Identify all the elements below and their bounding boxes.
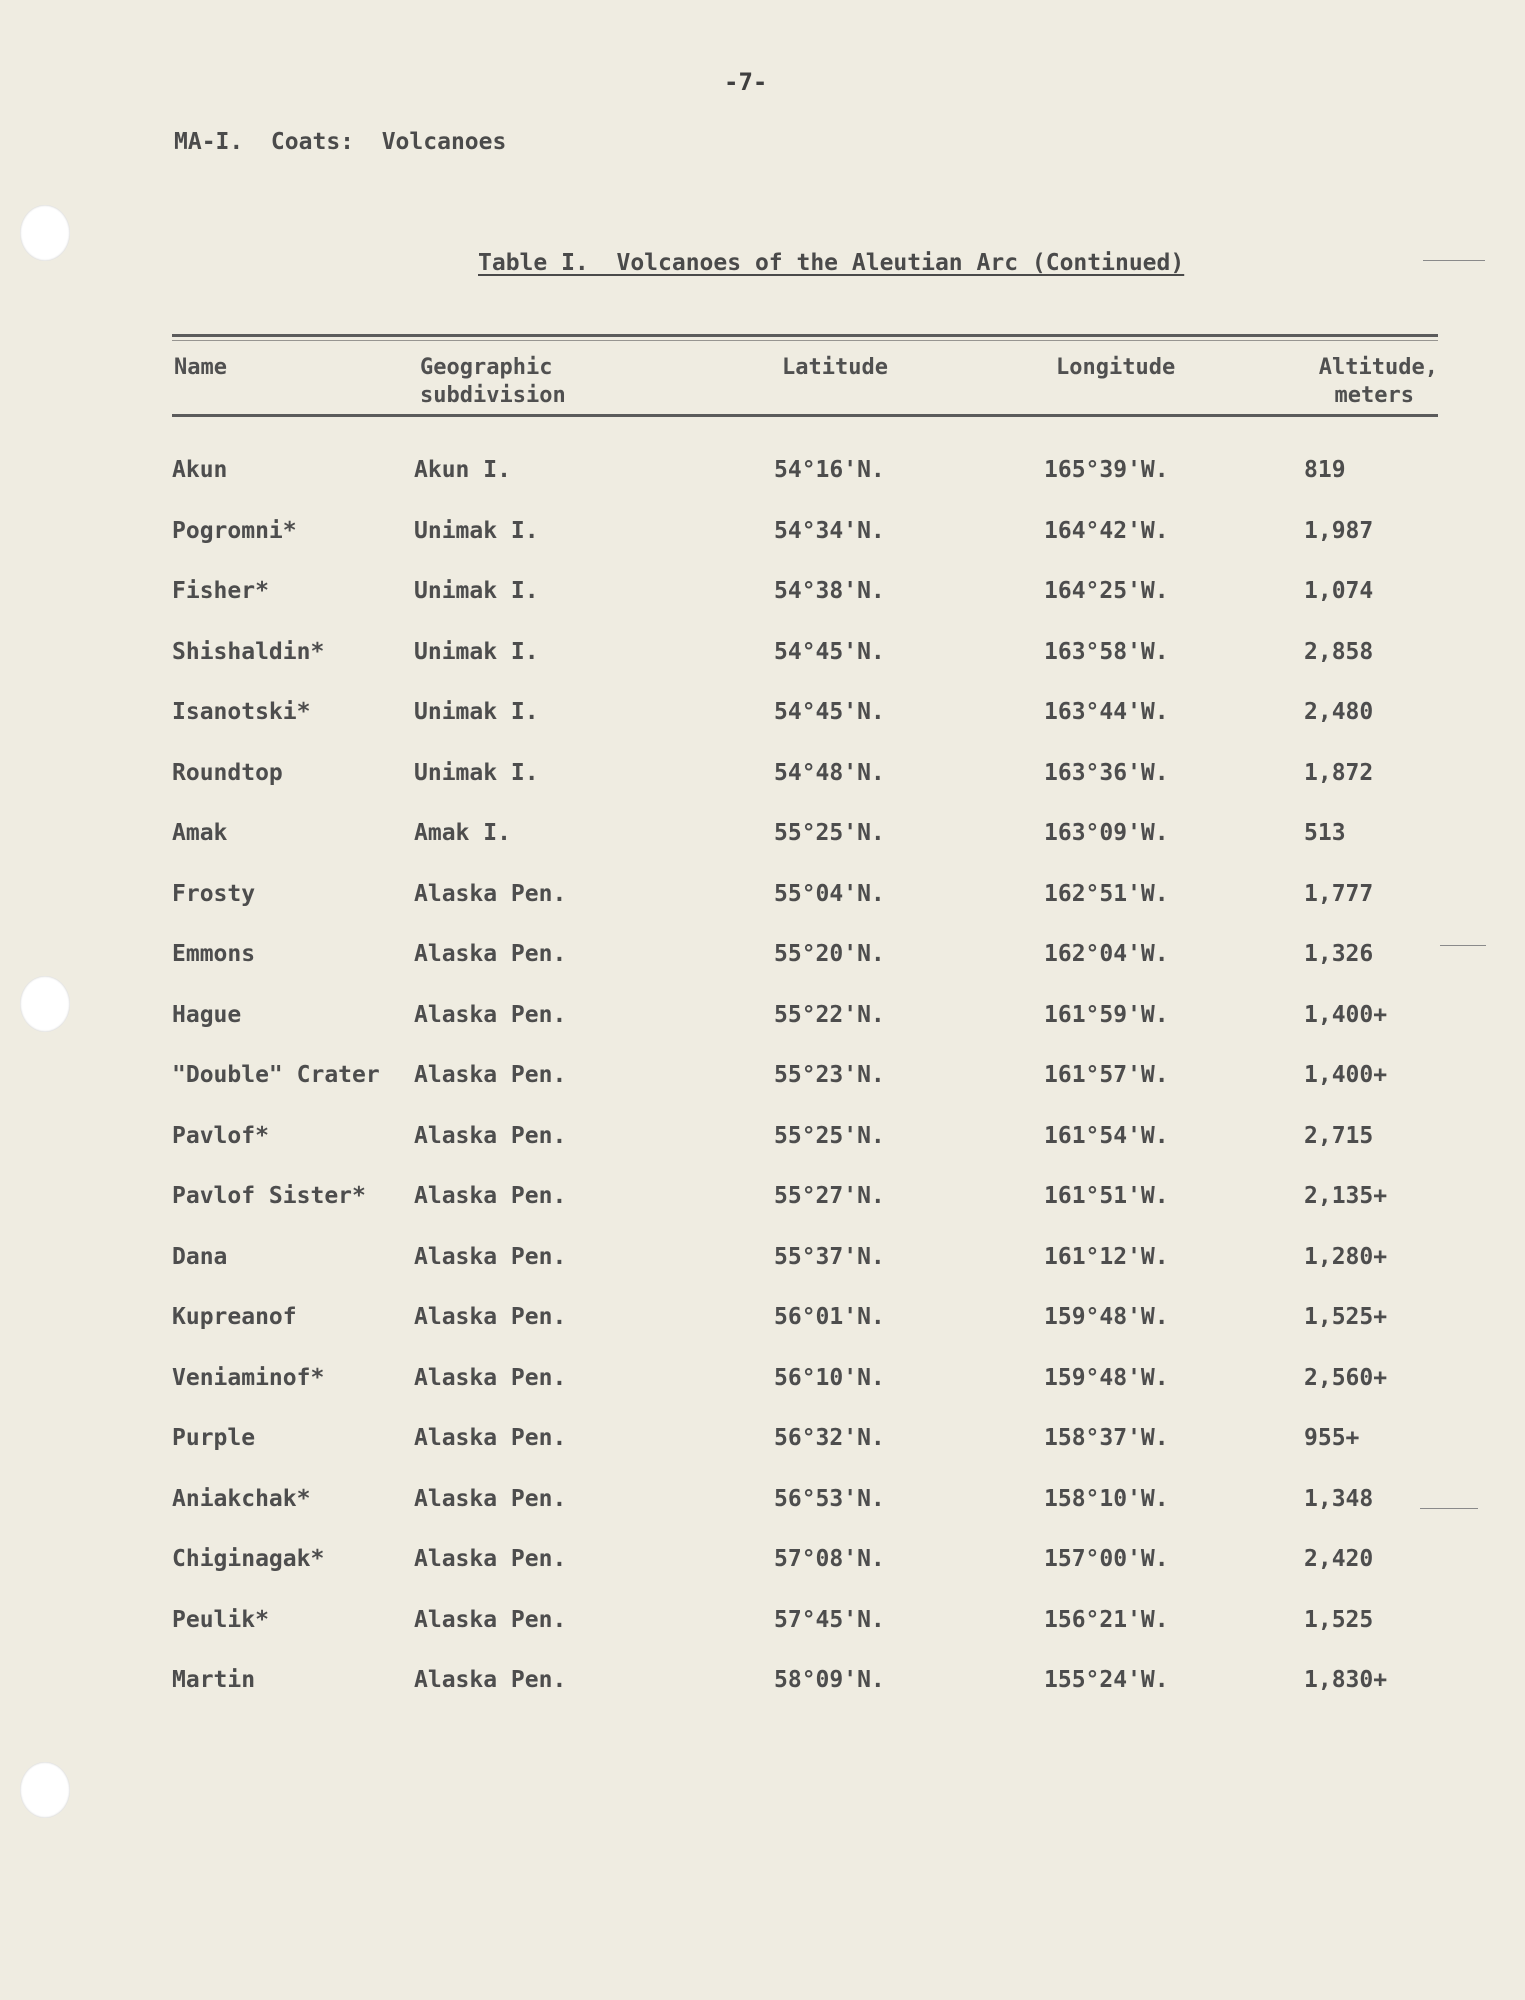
- altitude-value: 1,872: [1304, 759, 1374, 786]
- altitude-value: 2,135+: [1304, 1183, 1388, 1210]
- volcano-name: Pavlof*: [172, 1122, 269, 1149]
- table-title: Table I. Volcanoes of the Aleutian Arc (Continued): [478, 250, 1185, 276]
- geographic-subdivision: Alaska Pen.: [414, 1062, 567, 1089]
- altitude-value: 1,777: [1304, 880, 1374, 907]
- geographic-subdivision: Alaska Pen.: [414, 1606, 567, 1633]
- latitude-value: 56°01'N.: [774, 1304, 885, 1331]
- altitude-value: 1,280+: [1304, 1243, 1388, 1270]
- geographic-subdivision: Unimak I.: [414, 578, 539, 605]
- volcano-name: Fisher*: [172, 578, 269, 605]
- table-row: [172, 1227, 1438, 1288]
- latitude-value: 58°09'N.: [774, 1667, 885, 1694]
- table-row: [172, 682, 1438, 743]
- longitude-value: 158°10'W.: [1044, 1485, 1169, 1512]
- longitude-value: 162°04'W.: [1044, 941, 1169, 968]
- table-row: [172, 864, 1438, 925]
- volcano-name: Veniaminof*: [172, 1364, 325, 1391]
- table-row: [172, 1408, 1438, 1469]
- geographic-subdivision: Alaska Pen.: [414, 941, 567, 968]
- volcano-name: Martin: [172, 1667, 256, 1694]
- latitude-value: 54°16'N.: [774, 457, 885, 484]
- table-row: [172, 1469, 1438, 1530]
- table-row: [172, 803, 1438, 864]
- latitude-value: 56°32'N.: [774, 1425, 885, 1452]
- binder-hole-middle: [20, 976, 70, 1032]
- altitude-value: 1,525: [1304, 1606, 1374, 1633]
- geographic-subdivision: Alaska Pen.: [414, 880, 567, 907]
- altitude-value: 819: [1304, 457, 1346, 484]
- latitude-value: 55°25'N.: [774, 1122, 885, 1149]
- binder-hole-top: [20, 205, 70, 261]
- geographic-subdivision: Alaska Pen.: [414, 1546, 567, 1573]
- altitude-value: 1,400+: [1304, 1001, 1388, 1028]
- table-row: [172, 985, 1438, 1046]
- longitude-value: 156°21'W.: [1044, 1606, 1169, 1633]
- longitude-value: 163°44'W.: [1044, 699, 1169, 726]
- geographic-subdivision: Alaska Pen.: [414, 1243, 567, 1270]
- geographic-subdivision: Amak I.: [414, 820, 511, 847]
- longitude-value: 165°39'W.: [1044, 457, 1169, 484]
- longitude-value: 164°25'W.: [1044, 578, 1169, 605]
- margin-pencil-mark: [1440, 945, 1486, 946]
- volcano-name: Roundtop: [172, 759, 283, 786]
- altitude-value: 1,348: [1304, 1485, 1374, 1512]
- column-header-latitude: Latitude: [782, 355, 888, 380]
- column-header-altitude-line1: Altitude,: [1318, 355, 1438, 380]
- longitude-value: 164°42'W.: [1044, 517, 1169, 544]
- longitude-value: 163°36'W.: [1044, 759, 1169, 786]
- geographic-subdivision: Alaska Pen.: [414, 1667, 567, 1694]
- column-header-geographic: [420, 354, 566, 410]
- altitude-value: 1,326: [1304, 941, 1374, 968]
- column-header-longitude: Longitude: [1056, 355, 1176, 380]
- volcano-name: Chiginagak*: [172, 1546, 325, 1573]
- altitude-value: 1,400+: [1304, 1062, 1388, 1089]
- latitude-value: 55°23'N.: [774, 1062, 885, 1089]
- table-row: [172, 1348, 1438, 1409]
- table-row: [172, 924, 1438, 985]
- latitude-value: 55°25'N.: [774, 820, 885, 847]
- latitude-value: 57°45'N.: [774, 1606, 885, 1633]
- latitude-value: 55°04'N.: [774, 880, 885, 907]
- table-row: [172, 1166, 1438, 1227]
- volcano-name: Pogromni*: [172, 517, 297, 544]
- volcano-name: Kupreanof: [172, 1304, 297, 1331]
- latitude-value: 54°38'N.: [774, 578, 885, 605]
- volcano-name: Aniakchak*: [172, 1485, 311, 1512]
- column-header-geographic-line1: Geographic: [420, 355, 553, 380]
- altitude-value: 1,074: [1304, 578, 1374, 605]
- volcano-name: Frosty: [172, 880, 256, 907]
- column-header-altitude: [1300, 354, 1438, 410]
- page-number: -7-: [724, 68, 768, 96]
- longitude-value: 163°09'W.: [1044, 820, 1169, 847]
- longitude-value: 159°48'W.: [1044, 1304, 1169, 1331]
- table-row: [172, 1106, 1438, 1167]
- column-header-geographic-line2: subdivision: [420, 383, 566, 408]
- latitude-value: 54°45'N.: [774, 699, 885, 726]
- geographic-subdivision: Unimak I.: [414, 517, 539, 544]
- latitude-value: 55°20'N.: [774, 941, 885, 968]
- geographic-subdivision: Alaska Pen.: [414, 1122, 567, 1149]
- geographic-subdivision: Alaska Pen.: [414, 1001, 567, 1028]
- longitude-value: 159°48'W.: [1044, 1364, 1169, 1391]
- altitude-value: 1,525+: [1304, 1304, 1388, 1331]
- volcano-name: Hague: [172, 1001, 242, 1028]
- geographic-subdivision: Unimak I.: [414, 699, 539, 726]
- geographic-subdivision: Akun I.: [414, 457, 511, 484]
- table-row: [172, 1590, 1438, 1651]
- latitude-value: 55°27'N.: [774, 1183, 885, 1210]
- volcano-name: Emmons: [172, 941, 256, 968]
- document-header: ΜΑ-I. Coats: Volcanoes: [174, 129, 507, 155]
- altitude-value: 955+: [1304, 1425, 1360, 1452]
- volcano-name: Shishaldin*: [172, 638, 325, 665]
- table-row: [172, 561, 1438, 622]
- column-header-altitude-line2: meters: [1334, 383, 1414, 408]
- volcano-name: Purple: [172, 1425, 256, 1452]
- altitude-value: 2,715: [1304, 1122, 1374, 1149]
- table-row: [172, 1650, 1438, 1711]
- longitude-value: 161°54'W.: [1044, 1122, 1169, 1149]
- margin-pencil-mark: [1423, 260, 1485, 261]
- geographic-subdivision: Alaska Pen.: [414, 1485, 567, 1512]
- table-row: [172, 440, 1438, 501]
- latitude-value: 54°45'N.: [774, 638, 885, 665]
- table-row: [172, 1529, 1438, 1590]
- table-row: [172, 743, 1438, 804]
- longitude-value: 155°24'W.: [1044, 1667, 1169, 1694]
- table-row: [172, 622, 1438, 683]
- volcano-table: [172, 440, 1438, 1711]
- latitude-value: 56°10'N.: [774, 1364, 885, 1391]
- altitude-value: 2,858: [1304, 638, 1374, 665]
- latitude-value: 56°53'N.: [774, 1485, 885, 1512]
- longitude-value: 157°00'W.: [1044, 1546, 1169, 1573]
- volcano-name: Akun: [172, 457, 228, 484]
- altitude-value: 1,830+: [1304, 1667, 1388, 1694]
- latitude-value: 54°34'N.: [774, 517, 885, 544]
- volcano-name: Isanotski*: [172, 699, 311, 726]
- longitude-value: 162°51'W.: [1044, 880, 1169, 907]
- latitude-value: 54°48'N.: [774, 759, 885, 786]
- volcano-name: Peulik*: [172, 1606, 269, 1633]
- table-top-rule: [172, 334, 1438, 337]
- longitude-value: 158°37'W.: [1044, 1425, 1169, 1452]
- volcano-name: Dana: [172, 1243, 228, 1270]
- table-row: [172, 501, 1438, 562]
- latitude-value: 55°37'N.: [774, 1243, 885, 1270]
- altitude-value: 513: [1304, 820, 1346, 847]
- longitude-value: 161°57'W.: [1044, 1062, 1169, 1089]
- longitude-value: 161°51'W.: [1044, 1183, 1169, 1210]
- longitude-value: 161°12'W.: [1044, 1243, 1169, 1270]
- geographic-subdivision: Alaska Pen.: [414, 1183, 567, 1210]
- geographic-subdivision: Unimak I.: [414, 759, 539, 786]
- latitude-value: 55°22'N.: [774, 1001, 885, 1028]
- geographic-subdivision: Unimak I.: [414, 638, 539, 665]
- altitude-value: 2,420: [1304, 1546, 1374, 1573]
- volcano-name: "Double" Crater: [172, 1062, 380, 1089]
- volcano-name: Pavlof Sister*: [172, 1183, 366, 1210]
- altitude-value: 2,560+: [1304, 1364, 1388, 1391]
- binder-hole-bottom: [20, 1762, 70, 1818]
- geographic-subdivision: Alaska Pen.: [414, 1425, 567, 1452]
- table-top-rule-thin: [172, 340, 1438, 341]
- volcano-name: Amak: [172, 820, 228, 847]
- latitude-value: 57°08'N.: [774, 1546, 885, 1573]
- table-row: [172, 1287, 1438, 1348]
- longitude-value: 161°59'W.: [1044, 1001, 1169, 1028]
- geographic-subdivision: Alaska Pen.: [414, 1364, 567, 1391]
- altitude-value: 1,987: [1304, 517, 1374, 544]
- table-header-rule: [172, 414, 1438, 417]
- altitude-value: 2,480: [1304, 699, 1374, 726]
- column-header-name: Name: [174, 355, 227, 380]
- longitude-value: 163°58'W.: [1044, 638, 1169, 665]
- geographic-subdivision: Alaska Pen.: [414, 1304, 567, 1331]
- table-row: [172, 1045, 1438, 1106]
